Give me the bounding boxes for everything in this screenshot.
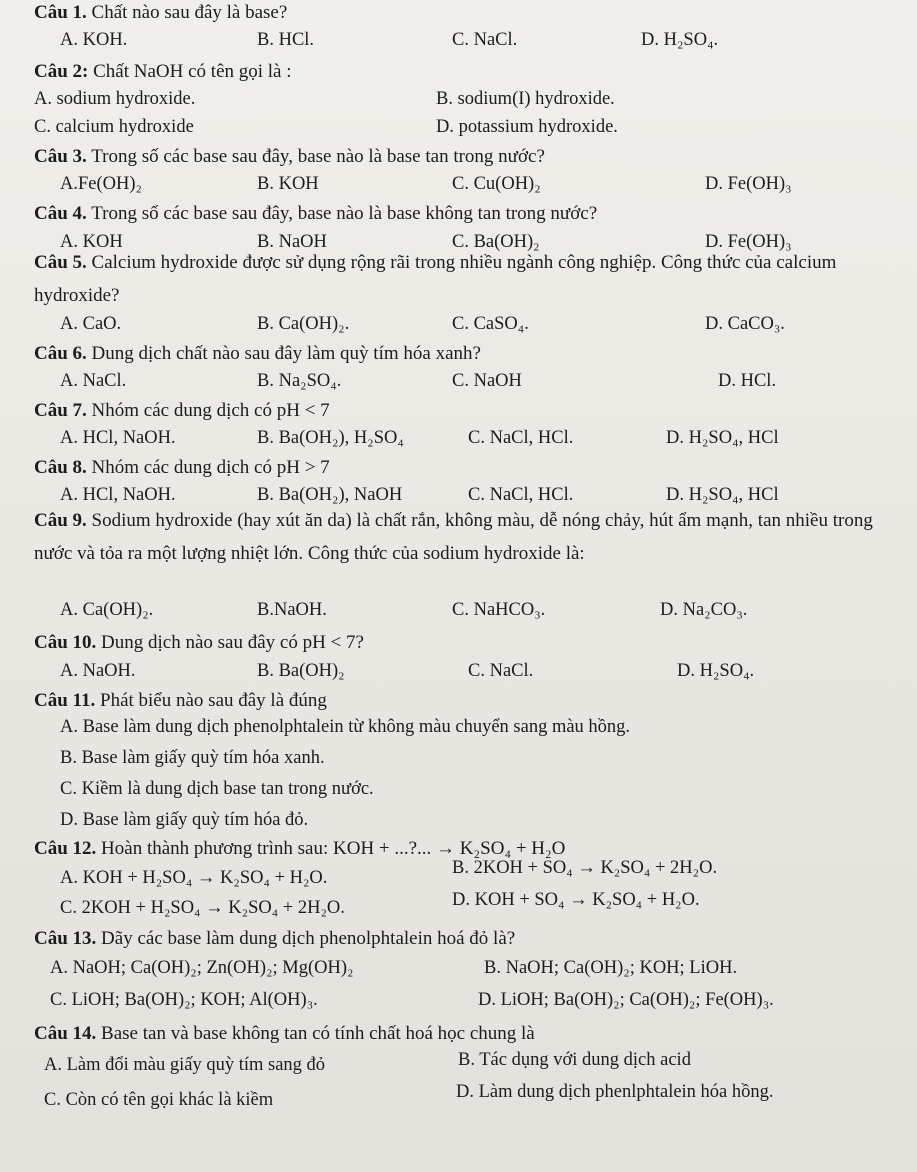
option-a: A. Làm đổi màu giấy quỳ tím sang đỏ xyxy=(44,1055,326,1075)
question-4 xyxy=(34,203,597,225)
question-stem: Hoàn thành phương trình sau: KOH + ...?... → K₂SO₄ + H₂O xyxy=(96,838,566,859)
question-number: Câu 4. xyxy=(34,203,87,224)
option-d: D. LiOH; Ba(OH)₂; Ca(OH)₂; Fe(OH)₃. xyxy=(478,990,774,1010)
option-b: B.NaOH. xyxy=(257,600,327,620)
option-c: C. LiOH; Ba(OH)₂; KOH; Al(OH)₃. xyxy=(50,990,318,1010)
option-b: B. HCl. xyxy=(257,30,315,50)
option-d: D. Làm dung dịch phenlphtalein hóa hồng. xyxy=(456,1082,774,1102)
option-d: D. H₂SO₄. xyxy=(677,661,755,681)
question-number: Câu 6. xyxy=(34,343,87,364)
question-number: Câu 3. xyxy=(34,146,87,167)
option-d: D. Na₂CO₃. xyxy=(660,600,748,620)
question-number: Câu 2: xyxy=(34,61,89,82)
option-b: B. Tác dụng với dung dịch acid xyxy=(458,1050,691,1070)
option-a: A.Fe(OH)₂ xyxy=(60,174,142,194)
option-c: C. NaCl, HCl. xyxy=(468,485,574,505)
option-b: B. NaOH xyxy=(257,232,327,252)
question-1 xyxy=(34,2,287,24)
question-stem: Nhóm các dung dịch có pH > 7 xyxy=(86,457,330,478)
question-number: Câu 12. xyxy=(34,838,97,859)
question-stem: Dung dịch nào sau đây có pH < 7? xyxy=(96,632,364,653)
option-b: B. sodium(I) hydroxide. xyxy=(436,89,615,109)
option-c: C. Ba(OH)₂ xyxy=(452,232,540,252)
option-b: B. Ba(OH)₂ xyxy=(257,661,345,681)
question-13 xyxy=(34,928,515,950)
option-c: C. NaCl. xyxy=(468,661,534,681)
option-d: D. H₂SO₄, HCl xyxy=(666,428,779,448)
option-a: A. NaOH. xyxy=(60,661,136,681)
option-c: C. calcium hydroxide xyxy=(34,117,194,137)
option-a: A. Ca(OH)₂. xyxy=(60,600,154,620)
option-d: D. HCl. xyxy=(718,371,777,391)
question-stem: Phát biểu nào sau đây là đúng xyxy=(95,690,327,711)
option-d: D. Base làm giấy quỳ tím hóa đỏ. xyxy=(60,810,309,830)
option-d: D. CaCO₃. xyxy=(705,314,785,334)
option-c: C. Kiềm là dung dịch base tan trong nước. xyxy=(60,779,374,799)
option-c: C. CaSO₄. xyxy=(452,314,529,334)
question-stem: Base tan và base không tan có tính chất hoá học chung là xyxy=(96,1023,535,1044)
option-c: C. NaHCO₃. xyxy=(452,600,546,620)
option-d: D. Fe(OH)₃ xyxy=(705,174,792,194)
question-stem: Sodium hydroxide (hay xút ăn da) là chất rắn, không màu, dễ nóng chảy, hút ẩm mạnh, tan nhiều trong nước và tỏa ra một lượng nhiệt lớn. Công thức của sodium hydroxide là: xyxy=(34,510,873,564)
option-c: C. NaCl, HCl. xyxy=(468,428,574,448)
option-b: B. Ba(OH₂), NaOH xyxy=(257,485,403,505)
option-c: C. 2KOH + H₂SO₄ → K₂SO₄ + 2H₂O. xyxy=(60,898,345,918)
option-d: D. KOH + SO₄ → K₂SO₄ + H₂O. xyxy=(452,890,700,910)
option-a: A. HCl, NaOH. xyxy=(60,485,176,505)
question-number: Câu 5. xyxy=(34,252,87,273)
option-c: C. Cu(OH)₂ xyxy=(452,174,541,194)
option-a: A. NaOH; Ca(OH)₂; Zn(OH)₂; Mg(OH)₂ xyxy=(50,958,354,978)
question-9 xyxy=(34,504,894,570)
option-c: C. NaCl. xyxy=(452,30,518,50)
question-12 xyxy=(34,838,565,860)
option-a: A. KOH + H₂SO₄ → K₂SO₄ + H₂O. xyxy=(60,868,328,888)
option-a: A. Base làm dung dịch phenolphtalein từ không màu chuyển sang màu hồng. xyxy=(60,717,631,737)
option-d: D. potassium hydroxide. xyxy=(436,117,618,137)
question-number: Câu 7. xyxy=(34,400,87,421)
question-stem: Dung dịch chất nào sau đây làm quỳ tím hóa xanh? xyxy=(86,343,481,364)
question-6 xyxy=(34,343,481,365)
question-stem: Chất NaOH có tên gọi là : xyxy=(88,61,292,82)
question-stem: Dãy các base làm dung dịch phenolphtalein hoá đỏ là? xyxy=(96,928,516,949)
question-stem: Trong số các base sau đây, base nào là base không tan trong nước? xyxy=(86,203,598,224)
question-number: Câu 8. xyxy=(34,457,87,478)
question-number: Câu 1. xyxy=(34,2,87,23)
question-3 xyxy=(34,146,545,168)
option-a: A. sodium hydroxide. xyxy=(34,89,196,109)
question-stem: Nhóm các dung dịch có pH < 7 xyxy=(86,400,330,421)
question-7 xyxy=(34,400,330,422)
question-number: Câu 10. xyxy=(34,632,97,653)
option-b: B. NaOH; Ca(OH)₂; KOH; LiOH. xyxy=(484,958,738,978)
option-b: B. Na₂SO₄. xyxy=(257,371,342,391)
question-8 xyxy=(34,457,330,479)
option-b: B. KOH xyxy=(257,174,319,194)
option-c: C. NaOH xyxy=(452,371,522,391)
question-stem: Calcium hydroxide được sử dụng rộng rãi trong nhiều ngành công nghiệp. Công thức của calcium hydroxide? xyxy=(34,252,837,306)
question-stem: Chất nào sau đây là base? xyxy=(86,2,288,23)
option-b: B. Ba(OH₂), H₂SO₄ xyxy=(257,428,404,448)
option-d: D. Fe(OH)₃ xyxy=(705,232,792,252)
question-stem: Trong số các base sau đây, base nào là base tan trong nước? xyxy=(86,146,545,167)
question-number: Câu 11. xyxy=(34,690,96,711)
question-5 xyxy=(34,246,894,312)
option-a: A. NaCl. xyxy=(60,371,127,391)
option-a: A. KOH xyxy=(60,232,123,252)
question-number: Câu 13. xyxy=(34,928,97,949)
option-d: D. H₂SO₄. xyxy=(641,30,719,50)
option-b: B. 2KOH + SO₄ → K₂SO₄ + 2H₂O. xyxy=(452,858,718,878)
question-number: Câu 9. xyxy=(34,510,87,531)
option-a: A. KOH. xyxy=(60,30,128,50)
option-c: C. Còn có tên gọi khác là kiềm xyxy=(44,1090,274,1110)
question-2 xyxy=(34,61,292,83)
option-b: B. Base làm giấy quỳ tím hóa xanh. xyxy=(60,748,325,768)
option-b: B. Ca(OH)₂. xyxy=(257,314,350,334)
question-number: Câu 14. xyxy=(34,1023,97,1044)
option-a: A. CaO. xyxy=(60,314,122,334)
question-14 xyxy=(34,1023,535,1045)
option-a: A. HCl, NaOH. xyxy=(60,428,176,448)
option-d: D. H₂SO₄, HCl xyxy=(666,485,779,505)
question-10 xyxy=(34,632,364,654)
question-11 xyxy=(34,690,327,712)
